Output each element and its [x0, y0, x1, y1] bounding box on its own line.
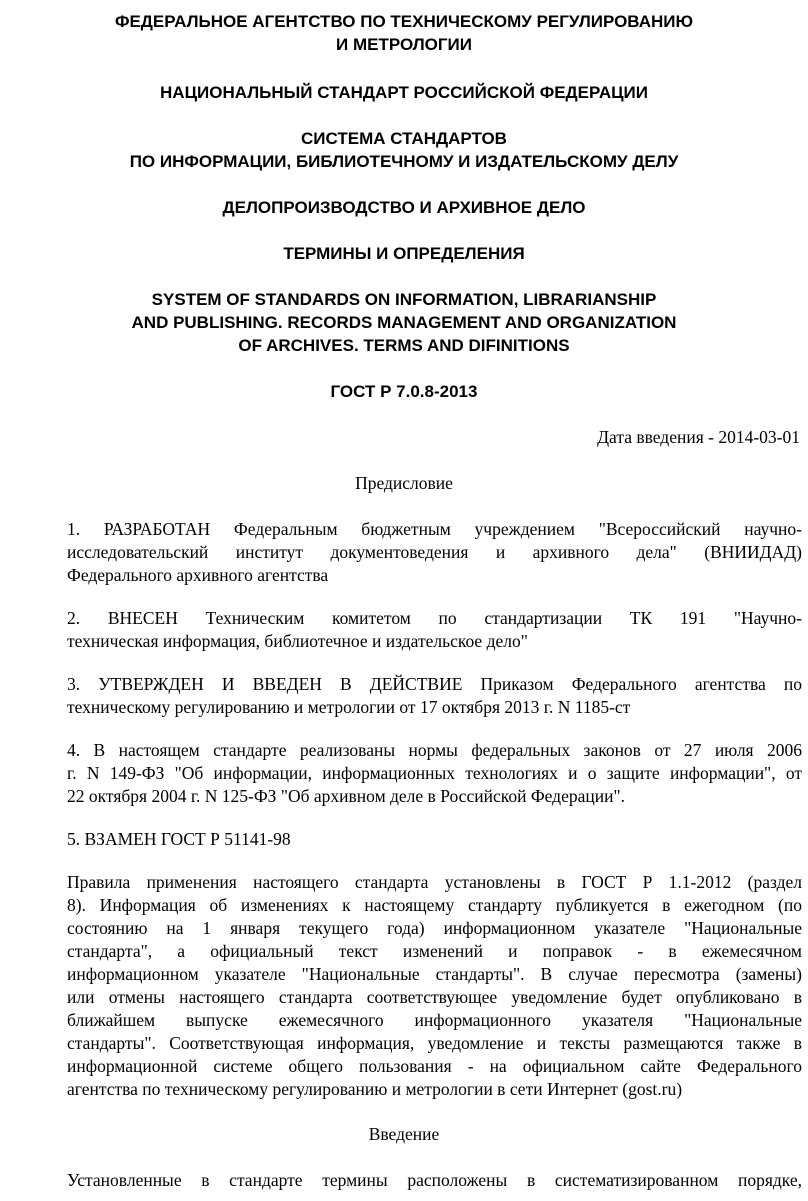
- english-title-line: SYSTEM OF STANDARDS ON INFORMATION, LIBRARIANSHIP: [151, 290, 657, 309]
- agency-heading: [0, 10, 808, 56]
- text-line: ближайшем выпуске ежемесячного информационного указателя "Национальные: [67, 1010, 802, 1030]
- text-line: или отмены настоящего стандарта соответствующее уведомление будет опубликовано в: [67, 987, 802, 1007]
- system-heading-line: ПО ИНФОРМАЦИИ, БИБЛИОТЕЧНОМУ И ИЗДАТЕЛЬСКОМУ ДЕЛУ: [129, 152, 679, 171]
- preface-title: Предисловие: [355, 473, 453, 493]
- agency-heading-line: ФЕДЕРАЛЬНОЕ АГЕНТСТВО ПО ТЕХНИЧЕСКОМУ РЕГУЛИРОВАНИЮ: [114, 12, 694, 31]
- text-line: агентства по техническому регулированию и метрологии в сети Интернет (gost.ru): [67, 1079, 683, 1099]
- text-line: состоянию на 1 января текущего года) информационном указателе "Национальные: [67, 918, 802, 938]
- gost-number: ГОСТ Р 7.0.8-2013: [330, 382, 478, 401]
- text-line: 22 октября 2004 г. N 125-ФЗ "Об архивном деле в Российской Федерации".: [67, 786, 625, 806]
- introduction-paragraph: [22, 1169, 802, 1192]
- english-title-line: AND PUBLISHING. RECORDS MANAGEMENT AND ORGANIZATION: [131, 313, 677, 332]
- intro-date: Дата введения - 2014-03-01: [597, 427, 800, 447]
- text-line: 8). Информация об изменениях к настоящему стандарту публикуется в ежегодном (по: [67, 895, 802, 915]
- preface-item-4: [22, 739, 802, 808]
- english-title-line: OF ARCHIVES. TERMS AND DIFINITIONS: [238, 336, 570, 355]
- rules-paragraph: [22, 871, 802, 1101]
- text-line: 3. УТВЕРЖДЕН И ВВЕДЕН В ДЕЙСТВИЕ Приказом Федерального агентства по: [67, 674, 802, 694]
- preface-item-5: [22, 828, 802, 851]
- text-line: исследовательский институт документоведения и архивного дела" (ВНИИДАД): [67, 542, 802, 562]
- system-heading: [0, 127, 808, 173]
- text-line: 1. РАЗРАБОТАН Федеральным бюджетным учреждением "Всероссийский научно-: [67, 519, 802, 539]
- agency-heading-line: И МЕТРОЛОГИИ: [336, 35, 472, 54]
- text-line: Правила применения настоящего стандарта установлены в ГОСТ Р 1.1-2012 (раздел: [67, 872, 802, 892]
- introduction-title: Введение: [368, 1124, 440, 1144]
- text-line: стандарты". Соответствующая информация, уведомление и тексты размещаются также в: [67, 1033, 802, 1053]
- text-line: 4. В настоящем стандарте реализованы нормы федеральных законов от 27 июля 2006: [67, 740, 802, 760]
- text-line: информационной системе общего пользования - на официальном сайте Федерального: [67, 1056, 802, 1076]
- terms-heading: ТЕРМИНЫ И ОПРЕДЕЛЕНИЯ: [283, 244, 525, 263]
- preface-item-3: [22, 673, 802, 719]
- text-line: Установленные в стандарте термины расположены в систематизированном порядке,: [67, 1170, 802, 1190]
- text-line: 5. ВЗАМЕН ГОСТ Р 51141-98: [67, 829, 291, 849]
- text-line: техническому регулированию и метрологии от 17 октября 2013 г. N 1185-ст: [67, 697, 631, 717]
- preface-item-2: [22, 607, 802, 653]
- standard-type-heading: НАЦИОНАЛЬНЫЙ СТАНДАРТ РОССИЙСКОЙ ФЕДЕРАЦИИ: [160, 83, 648, 102]
- text-line: г. N 149-ФЗ "Об информации, информационных технологиях и о защите информации", от: [67, 763, 802, 783]
- system-heading-line: СИСТЕМА СТАНДАРТОВ: [301, 129, 507, 148]
- text-line: техническая информация, библиотечное и издательское дело": [67, 631, 528, 651]
- subject-heading: ДЕЛОПРОИЗВОДСТВО И АРХИВНОЕ ДЕЛО: [222, 198, 586, 217]
- text-line: стандарта", а официальный текст изменений и поправок - в ежемесячном: [67, 941, 802, 961]
- english-title: [0, 288, 808, 357]
- preface-item-1: [22, 518, 802, 587]
- text-line: 2. ВНЕСЕН Техническим комитетом по стандартизации ТК 191 "Научно-: [67, 608, 802, 628]
- text-line: информационном указателе "Национальные стандарты". В случае пересмотра (замены): [67, 964, 802, 984]
- text-line: Федерального архивного агентства: [67, 565, 329, 585]
